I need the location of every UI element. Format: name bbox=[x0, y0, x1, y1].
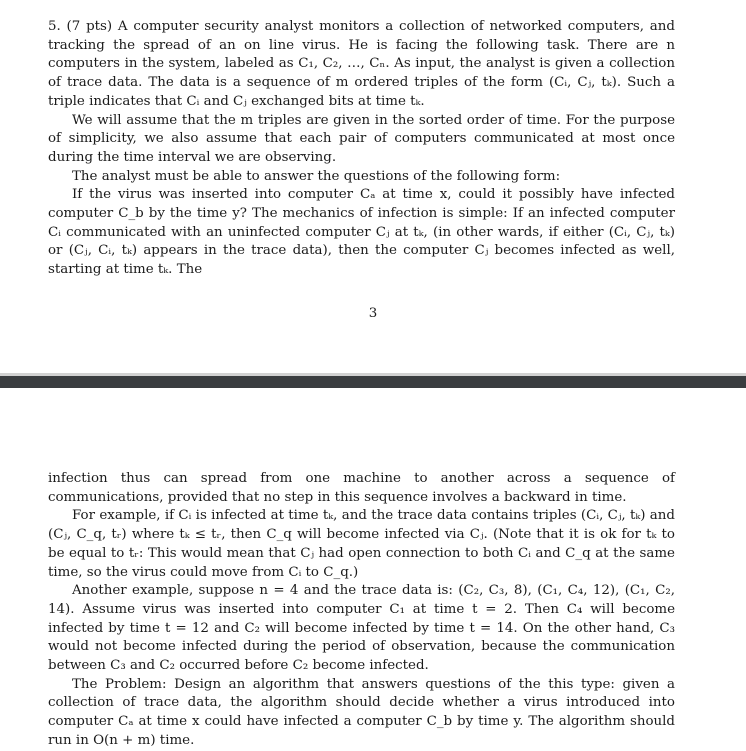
problem-task-paragraph: The Problem: Design an algorithm that answers questions of the this type: given a collection of trace data, the algorithm should decide whether a virus introduced into computer Cₐ at time x could have infected a computer C_b by time y. The algorithm should run in O(n + m) time. bbox=[48, 676, 675, 748]
continuation-text-block bbox=[48, 470, 675, 751]
second-example-paragraph: Another example, suppose n = 4 and the trace data is: (C₂, C₃, 8), (C₁, C₄, 12), (C₁, C₂, 14). Assume virus was inserted into computer C₁ at time t = 2. Then C₄ will become infected by time t = 12 and C₂ will become infected by time t = 14. On the other hand, C₃ would not become infected during the period of observation, because the communication between C₃ and C₂ occurred before C₂ become infected. bbox=[48, 583, 675, 674]
infection-mechanics-paragraph: If the virus was inserted into computer Cₐ at time x, could it possibly have infected computer C_b by the time y? The mechanics of infection is simple: If an infected computer Cᵢ communicated with an uninfected computer Cⱼ at tₖ, (in other wards, if either (Cᵢ, Cⱼ, tₖ) or (Cⱼ, Cᵢ, tₖ) appears in the trace data), then the computer Cⱼ becomes infected as well, starting at time tₖ. The bbox=[48, 187, 675, 278]
assumption-paragraph: We will assume that the m triples are given in the sorted order of time. For the purpose of simplicity, we also assume that each pair of computers communicated at most once during the time interval we are observing. bbox=[48, 112, 675, 165]
page-number: 3 bbox=[368, 306, 378, 321]
document-page-4 bbox=[0, 388, 746, 748]
problem-statement-paragraph: 5. (7 pts) A computer security analyst monitors a collection of networked computers, and tracking the spread of an on line virus. He is facing the following task. There are n computers in the system, labeled as C₁, C₂, …, Cₙ. As input, the analyst is given a collection of trace data. The data is a sequence of m ordered triples of the form (Cᵢ, Cⱼ, tₖ). Such a triple indicates that Cᵢ and Cⱼ exchanged bits at time tₖ. bbox=[48, 19, 675, 109]
first-example-paragraph: For example, if Cᵢ is infected at time tₖ, and the trace data contains triples (Cᵢ, Cⱼ, tₖ) and (Cⱼ, C_q, tᵣ) where tₖ ≤ tᵣ, then C_q will become infected via Cⱼ. (Note that it is ok for tₖ to be equal to tᵣ: This would mean that Cⱼ had open connection to both Cᵢ and C_q at the same time, so the virus could move from Cᵢ to C_q.) bbox=[48, 508, 675, 580]
page-break-separator bbox=[0, 376, 746, 388]
problem-text-block bbox=[48, 18, 675, 280]
question-intro-paragraph: The analyst must be able to answer the questions of the following form: bbox=[72, 168, 561, 184]
continuation-paragraph: infection thus can spread from one machine to another across a sequence of communications, provided that no step in this sequence involves a backward in time. bbox=[48, 471, 675, 505]
